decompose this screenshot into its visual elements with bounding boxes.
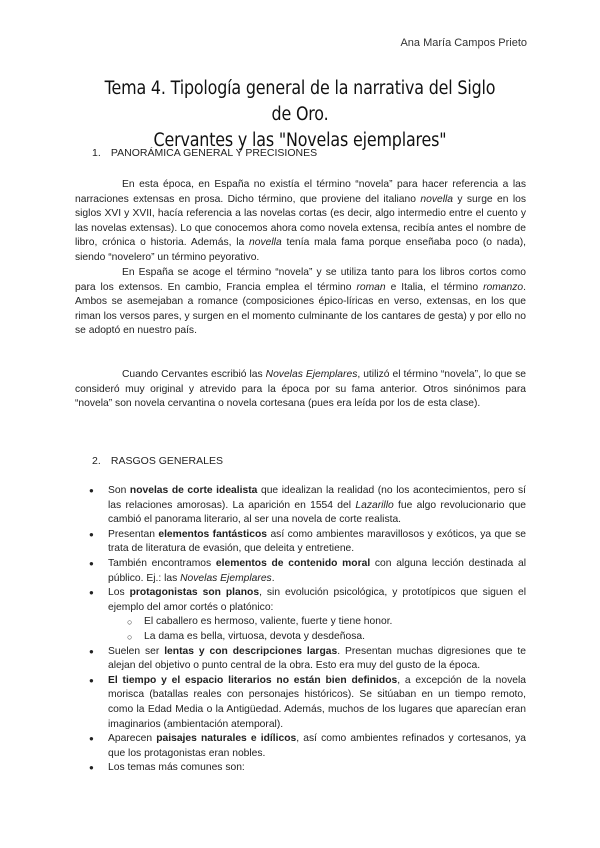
sub-list-item: ○ El caballero es hermoso, valiente, fuerte y tiene honor. — [108, 615, 526, 630]
sub-list-item: ○ La dama es bella, virtuosa, devota y desdeñosa. — [108, 630, 526, 645]
list-item — [75, 645, 526, 674]
italic-term: novella — [249, 237, 282, 249]
text-run: Suelen ser — [108, 645, 165, 657]
list-item — [75, 732, 526, 761]
bold-term: paisajes naturales e idílicos — [156, 733, 297, 745]
text-run: En España se acoge el término “novela” y se utiliza tanto para los libros cortos como para los extensos. En cambio, Francia emplea el término — [75, 267, 526, 293]
text-run: tenía mala fama porque enseñaba poco (o nada), siendo “novelero” un término peyorativo. — [75, 237, 526, 263]
list-item — [75, 528, 526, 557]
text-run: con alguna lección destinada al público. Ej.: las — [108, 557, 526, 584]
text-run: , sin evolución psicológica, y prototípicos que siguen el ejemplo del amor cortés o platónico: — [108, 587, 526, 613]
text-run: Los temas más comunes son: — [108, 762, 245, 774]
bold-term: novelas de corte idealista — [129, 485, 258, 496]
text-run: Aparecen — [108, 733, 157, 745]
bold-term: lentas y con descripciones largas — [164, 645, 338, 657]
italic-title: Novelas Ejemplares — [180, 572, 272, 584]
italic-term: roman — [356, 281, 386, 293]
text-run: así como ambientes maravillosos y exóticos, ya que se trata de literatura de evasión, que deleita y entretiene. — [108, 528, 526, 555]
list-item — [75, 761, 526, 776]
section-1-paragraph-3 — [75, 368, 526, 412]
sub-list — [108, 615, 526, 644]
text-run: fue algo revolucionario que cambió el panorama literario, al ser una novela de corte realista. — [108, 499, 526, 526]
text-run: , así como ambientes refinados y cortesanos, ya que los protagonistas eran nobles. — [108, 733, 527, 759]
list-item — [75, 586, 526, 644]
section-2-title: RASGOS GENERALES — [110, 455, 223, 467]
section-1-paragraph-1 — [75, 178, 526, 266]
bold-term: protagonistas son planos — [129, 587, 260, 599]
text-run: , a excepción de la novela morisca (batallas reales con personajes históricos). Se sitúaban en un tiempo remoto, como la Edad Media o la Antigüedad. Además, muchos de los lugares que aparecían eran imaginarios (ambientación atemporal). — [108, 674, 526, 730]
bold-term: El tiempo y el espacio literarios no están bien definidos — [108, 674, 398, 686]
text-run: que idealizan la realidad (no los acontecimientos, pero sí las relaciones amorosas). La aparición en 1554 del — [108, 485, 526, 511]
text-run: , utilizó el término “novela”, lo que se consideró muy original y atrevido para la época por su fama anterior. Otros sinónimos para “novela” son novela cervantina o novela cortesana (pues era leída por los de esta clase). — [75, 369, 526, 410]
italic-title: Novelas Ejemplares — [265, 369, 358, 380]
text-run: En esta época, en España no existía el término “novela” para hacer referencia a las narraciones extensas en prosa. Dicho término, que proviene del italiano — [75, 179, 526, 205]
text-run: Presentan — [108, 528, 159, 540]
features-list — [75, 484, 526, 776]
list-item — [75, 484, 526, 528]
text-run: . — [271, 572, 275, 584]
section-2-heading — [92, 455, 223, 467]
list-item — [75, 557, 526, 586]
section-1-title: PANORÁMICA GENERAL Y PRECISIONES — [110, 147, 318, 159]
text-run: . Ambos se asemejaban a romance (composiciones épico-líricas en verso, extensas, en los que riman los versos pares, y surgen en el momento culminante de los cantares de gesta) y por ello no se adoptó en nuestro país. — [75, 281, 526, 337]
section-1-number: 1. — [92, 147, 101, 159]
text-run: Los — [108, 587, 130, 599]
section-1-heading — [92, 147, 317, 159]
text-run: . Presentan muchas digresiones que te alejan del objetivo o punto central de la obra. Esto era muy del gusto de la época. — [108, 645, 526, 672]
text-run: e Italia, el término — [385, 281, 484, 293]
text-run: También encontramos — [108, 557, 216, 569]
bold-term: elementos de contenido moral — [215, 557, 371, 569]
author-header: Ana María Campos Prieto — [400, 37, 527, 49]
italic-term: novella — [420, 193, 453, 205]
text-run: Son — [108, 485, 130, 496]
title-line-1: Tema 4. Tipología general de la narrativa del Siglo de Oro. — [104, 78, 496, 125]
italic-title: Lazarillo — [355, 499, 394, 511]
section-1-paragraph-2 — [75, 266, 526, 339]
section-2-number: 2. — [92, 455, 101, 467]
title-line-2: Cervantes y las "Novelas ejemplares" — [153, 130, 447, 151]
list-item — [75, 674, 526, 732]
italic-term: romanzo — [483, 281, 524, 293]
document-title — [102, 76, 498, 154]
text-run: Cuando Cervantes escribió las — [122, 369, 266, 380]
bold-term: elementos fantásticos — [158, 528, 268, 540]
text-run: y surge en los siglos XVI y XVII, hacía referencia a las novelas cortas (es decir, algo intermedio entre el cuento y las novelas extensas). Lo que conocemos ahora como novela extensa, recibía antes el nombre de libro, crónica o historia. Además, la — [75, 193, 527, 249]
